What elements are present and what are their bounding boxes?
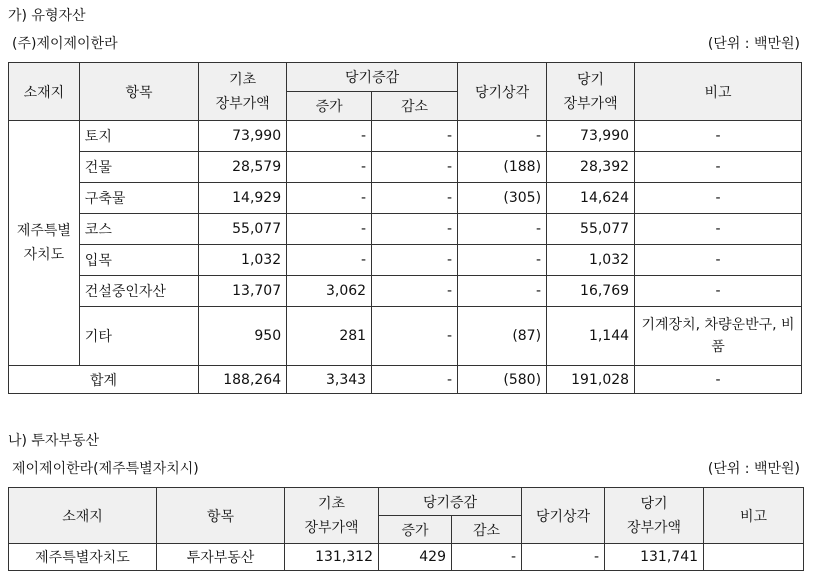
header-change: 당기증감 [379, 488, 522, 516]
header-decrease: 감소 [452, 516, 522, 544]
item-cell: 건설중인자산 [79, 276, 198, 307]
remarks-cell: - [635, 121, 802, 152]
ending-cell: 131,741 [605, 544, 704, 571]
ending-cell: 16,769 [547, 276, 635, 307]
total-increase: 3,343 [287, 366, 372, 394]
ending-cell: 28,392 [547, 152, 635, 183]
remarks-cell: - [635, 183, 802, 214]
increase-cell: - [287, 152, 372, 183]
depreciation-cell: - [458, 121, 547, 152]
header-depreciation: 당기상각 [458, 63, 547, 121]
header-beginning: 기초 장부가액 [199, 63, 287, 121]
location-cell: 제주특별 자치도 [9, 121, 80, 366]
item-cell: 건물 [79, 152, 198, 183]
beginning-cell: 55,077 [199, 214, 287, 245]
increase-cell: - [287, 245, 372, 276]
remarks-cell: - [635, 245, 802, 276]
item-cell: 기타 [79, 307, 198, 366]
ending-cell: 1,144 [547, 307, 635, 366]
depreciation-cell: (188) [458, 152, 547, 183]
beginning-cell: 1,032 [199, 245, 287, 276]
beginning-cell: 950 [199, 307, 287, 366]
item-cell: 투자부동산 [157, 544, 285, 571]
header-depreciation: 당기상각 [522, 488, 605, 544]
increase-cell: 3,062 [287, 276, 372, 307]
header-remarks: 비고 [704, 488, 804, 544]
total-remarks: - [635, 366, 802, 394]
table-row [9, 544, 804, 571]
increase-cell: - [287, 183, 372, 214]
item-cell: 구축물 [79, 183, 198, 214]
beginning-cell: 14,929 [199, 183, 287, 214]
item-cell: 코스 [79, 214, 198, 245]
investment-property-table [8, 487, 804, 571]
header-increase: 증가 [287, 92, 372, 121]
section-b-unit: (단위 : 백만원) [707, 461, 800, 477]
remarks-cell: - [635, 276, 802, 307]
total-label: 합계 [9, 366, 199, 394]
item-cell: 입목 [79, 245, 198, 276]
remarks-cell: - [635, 152, 802, 183]
depreciation-cell: - [522, 544, 605, 571]
table-row [9, 245, 802, 276]
header-increase: 증가 [379, 516, 452, 544]
table-row [9, 214, 802, 245]
table-row [9, 152, 802, 183]
beginning-cell: 131,312 [285, 544, 379, 571]
table-row [9, 121, 802, 152]
total-row [9, 366, 802, 394]
section-b-company: 제이제이한라(제주특별자치시) [12, 461, 199, 477]
decrease-cell: - [372, 307, 458, 366]
total-decrease: - [372, 366, 458, 394]
total-ending: 191,028 [547, 366, 635, 394]
header-remarks: 비고 [635, 63, 802, 121]
table-row [9, 276, 802, 307]
table-row [9, 183, 802, 214]
decrease-cell: - [372, 121, 458, 152]
header-ending: 당기 장부가액 [605, 488, 704, 544]
decrease-cell: - [372, 152, 458, 183]
header-item: 항목 [79, 63, 198, 121]
header-location: 소재지 [9, 488, 157, 544]
section-a-company: (주)제이제이한라 [12, 36, 118, 52]
decrease-cell: - [372, 214, 458, 245]
increase-cell: 429 [379, 544, 452, 571]
beginning-cell: 73,990 [199, 121, 287, 152]
beginning-cell: 13,707 [199, 276, 287, 307]
increase-cell: - [287, 121, 372, 152]
location-cell: 제주특별자치도 [9, 544, 157, 571]
beginning-cell: 28,579 [199, 152, 287, 183]
remarks-cell [704, 544, 804, 571]
ending-cell: 14,624 [547, 183, 635, 214]
table-row [9, 307, 802, 366]
depreciation-cell: - [458, 214, 547, 245]
ending-cell: 55,077 [547, 214, 635, 245]
decrease-cell: - [372, 276, 458, 307]
remarks-cell: - [635, 214, 802, 245]
decrease-cell: - [452, 544, 522, 571]
section-a-title: 가) 유형자산 [8, 8, 86, 24]
total-beginning: 188,264 [199, 366, 287, 394]
ending-cell: 73,990 [547, 121, 635, 152]
header-beginning: 기초 장부가액 [285, 488, 379, 544]
increase-cell: - [287, 214, 372, 245]
decrease-cell: - [372, 183, 458, 214]
section-b-title: 나) 투자부동산 [8, 433, 100, 449]
decrease-cell: - [372, 245, 458, 276]
header-ending: 당기 장부가액 [547, 63, 635, 121]
header-item: 항목 [157, 488, 285, 544]
total-depreciation: (580) [458, 366, 547, 394]
ending-cell: 1,032 [547, 245, 635, 276]
header-decrease: 감소 [372, 92, 458, 121]
remarks-cell: 기계장치, 차량운반구, 비품 [635, 307, 802, 366]
header-location: 소재지 [9, 63, 80, 121]
depreciation-cell: (305) [458, 183, 547, 214]
depreciation-cell: - [458, 245, 547, 276]
section-a-unit: (단위 : 백만원) [707, 36, 800, 52]
increase-cell: 281 [287, 307, 372, 366]
depreciation-cell: - [458, 276, 547, 307]
item-cell: 토지 [79, 121, 198, 152]
header-change: 당기증감 [287, 63, 458, 92]
depreciation-cell: (87) [458, 307, 547, 366]
tangible-assets-table [8, 62, 802, 394]
